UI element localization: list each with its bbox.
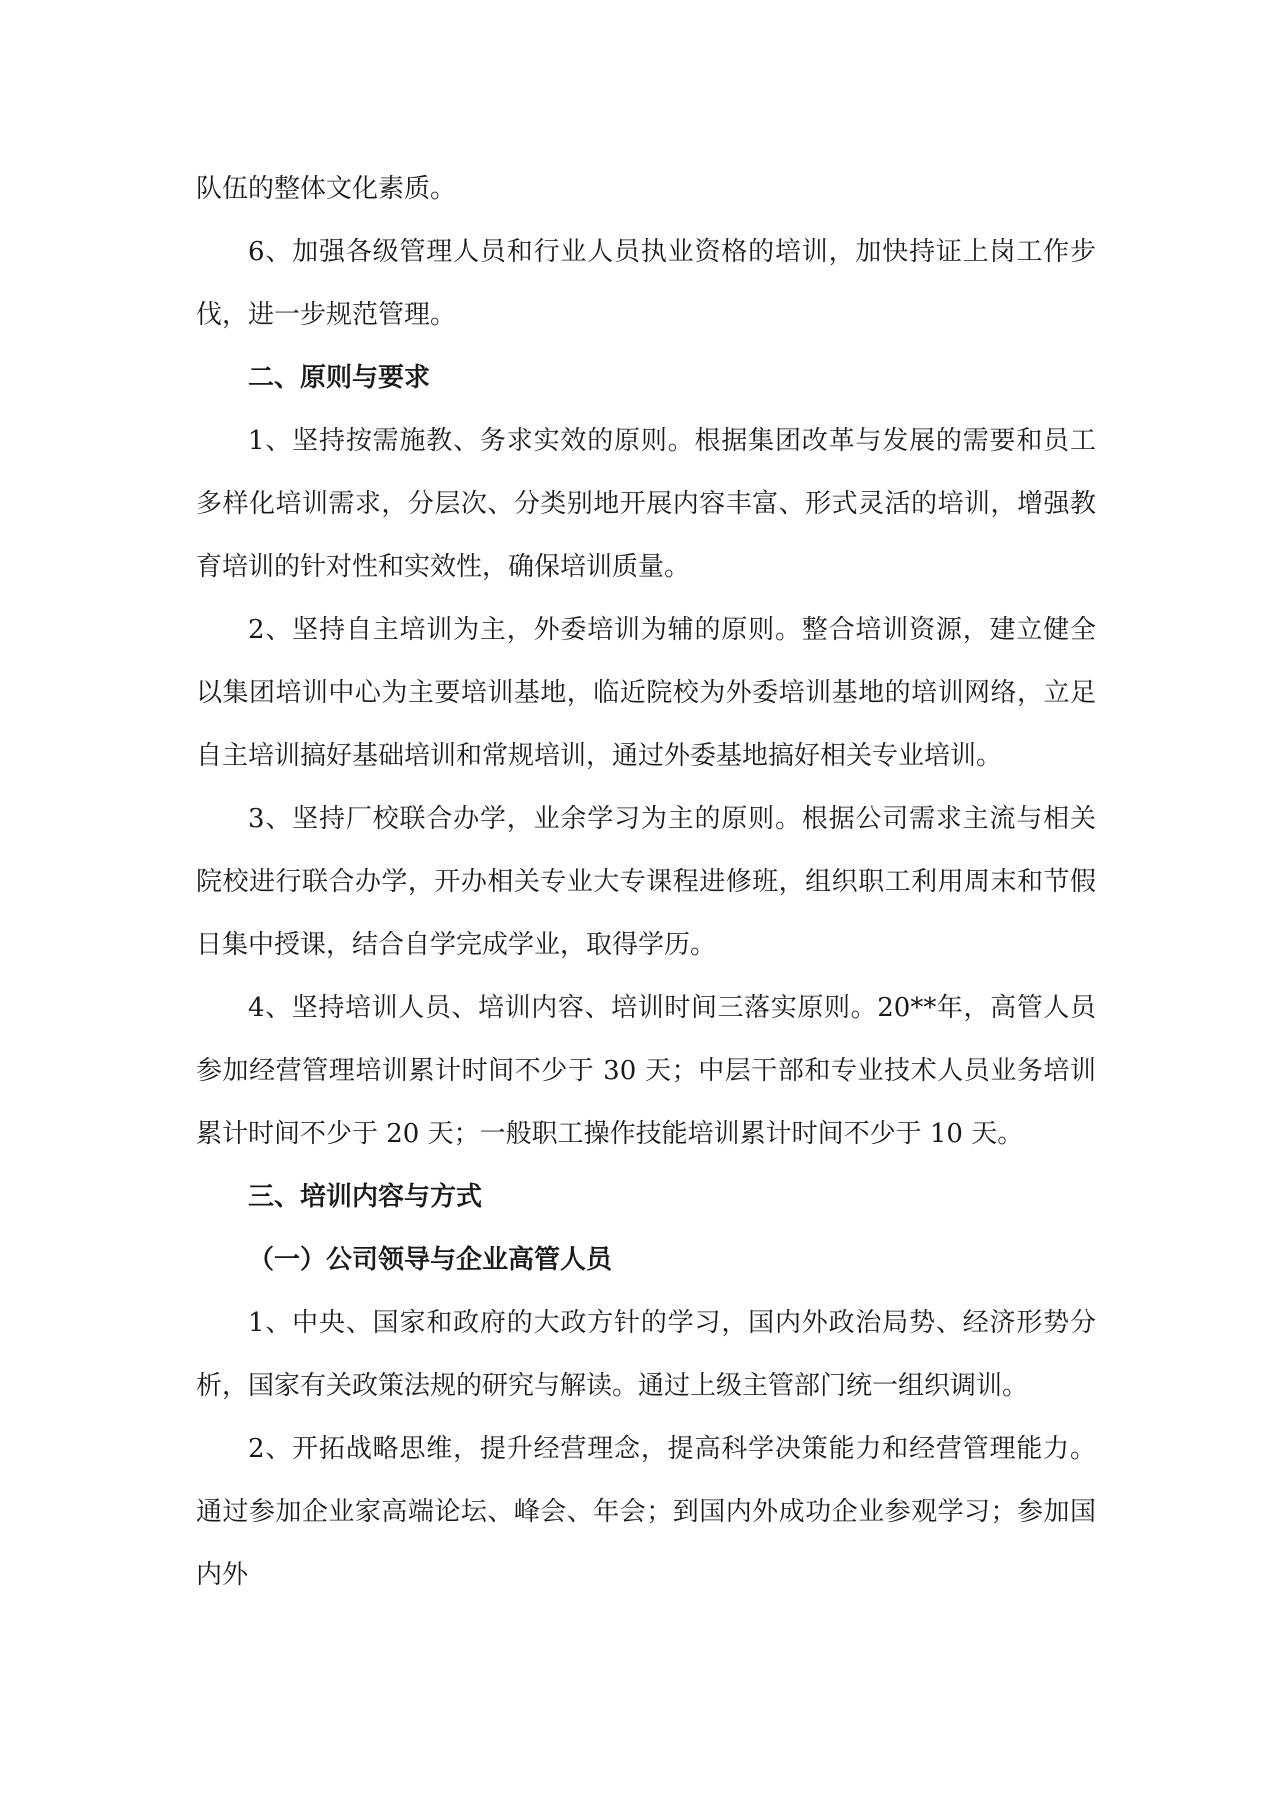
- paragraph-content-2: 2、开拓战略思维，提升经营理念，提高科学决策能力和经营管理能力。通过参加企业家高端论坛、峰会、年会；到国内外成功企业参观学习；参加国内外: [196, 1434, 1096, 1590]
- section-heading-content: 三、培训内容与方式: [248, 1182, 483, 1212]
- paragraph-principle-2: 2、坚持自主培训为主，外委培训为辅的原则。整合培训资源，建立健全以集团培训中心为主要培训基地，临近院校为外委培训基地的培训网络，立足自主培训搞好基础培训和常规培训，通过外委基地搞好相关专业培训。: [196, 615, 1096, 771]
- subsection-heading-executives: （一）公司领导与企业高管人员: [248, 1245, 613, 1275]
- paragraph-item-6: 6、加强各级管理人员和行业人员执业资格的培训，加快持证上岗工作步伐，进一步规范管理。: [196, 237, 1096, 330]
- paragraph-principle-1: 1、坚持按需施教、务求实效的原则。根据集团改革与发展的需要和员工多样化培训需求，分层次、分类别地开展内容丰富、形式灵活的培训，增强教育培训的针对性和实效性，确保培训质量。: [196, 426, 1096, 582]
- paragraph-principle-3: 3、坚持厂校联合办学，业余学习为主的原则。根据公司需求主流与相关院校进行联合办学，开办相关专业大专课程进修班，组织职工利用周末和节假日集中授课，结合自学完成学业，取得学历。: [196, 804, 1096, 960]
- document-body: [196, 158, 1096, 1607]
- paragraph-content-1: 1、中央、国家和政府的大政方针的学习，国内外政治局势、经济形势分析，国家有关政策法规的研究与解读。通过上级主管部门统一组织调训。: [196, 1308, 1096, 1401]
- paragraph-principle-4: 4、坚持培训人员、培训内容、培训时间三落实原则。20**年，高管人员参加经营管理培训累计时间不少于 30 天；中层干部和专业技术人员业务培训累计时间不少于 20 天；一般职工操作技能培训累计时间不少于 10 天。: [196, 993, 1096, 1149]
- paragraph-continuation: 队伍的整体文化素质。: [196, 174, 457, 204]
- section-heading-principles: 二、原则与要求: [248, 363, 431, 393]
